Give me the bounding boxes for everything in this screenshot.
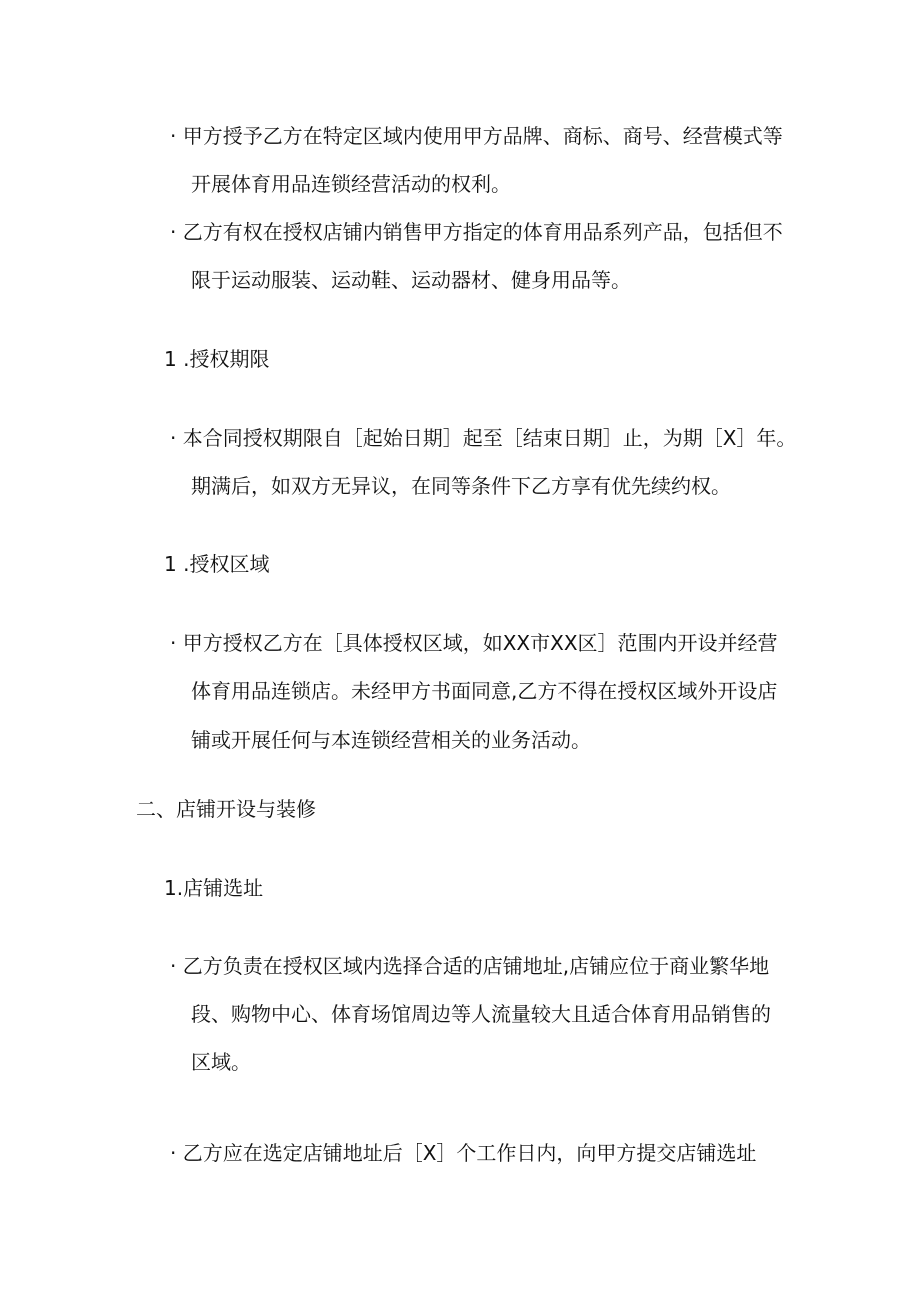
bullet-2-line-2: 限于运动服装、运动鞋、运动器材、健身用品等。 (191, 268, 631, 292)
bullet-3-line-2: 期满后，如双方无异议，在同等条件下乙方享有优先续约权。 (191, 474, 731, 498)
section-title-site: 1.店铺选址 (164, 876, 264, 900)
bullet-2-line-1: · 乙方有权在授权店铺内销售甲方指定的体育用品系列产品，包括但不 (170, 220, 783, 244)
bullet-1-line-1: · 甲方授予乙方在特定区域内使用甲方品牌、商标、商号、经营模式等 (170, 124, 783, 148)
bullet-5-line-3: 区域。 (191, 1050, 251, 1074)
bullet-6-line-1: · 乙方应在选定店铺地址后［X］个工作日内，向甲方提交店铺选址 (170, 1141, 757, 1165)
bullet-1-line-2: 开展体育用品连锁经营活动的权利。 (191, 172, 511, 196)
bullet-4-line-2: 体育用品连锁店。未经甲方书面同意,乙方不得在授权区域外开设店 (191, 679, 778, 703)
bullet-3-line-1: · 本合同授权期限自［起始日期］起至［结束日期］止，为期［X］年。 (170, 426, 797, 450)
bullet-5-line-2: 段、购物中心、体育场馆周边等人流量较大且适合体育用品销售的 (191, 1002, 771, 1026)
bullet-4-line-3: 铺或开展任何与本连锁经营相关的业务活动。 (191, 728, 591, 752)
chapter-title: 二、店铺开设与装修 (136, 797, 316, 821)
section-title-region: 1 .授权区域 (164, 552, 270, 576)
bullet-5-line-1: · 乙方负责在授权区域内选择合适的店铺地址,店铺应位于商业繁华地 (170, 954, 770, 978)
bullet-4-line-1: · 甲方授权乙方在［具体授权区域，如XX市XX区］范围内开设并经营 (170, 631, 778, 655)
section-title-term: 1 .授权期限 (164, 347, 270, 371)
